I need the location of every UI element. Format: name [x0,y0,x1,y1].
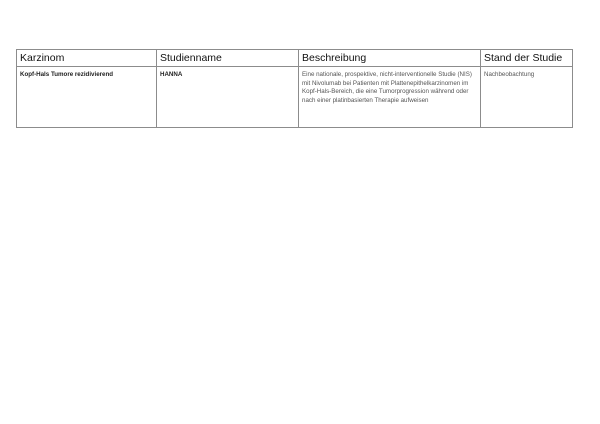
header-karzinom: Karzinom [17,50,157,67]
cell-beschreibung: Eine nationale, prospektive, nicht-interventionelle Studie (NIS) mit Nivolumab bei Patienten mit Plattenepithelkarzinomen im Kopf-Hals-Bereich, die eine Tumorprogression während oder nach einer platinbasierten Therapie aufweisen [299,67,481,128]
header-beschreibung: Beschreibung [299,50,481,67]
header-studienname: Studienname [157,50,299,67]
studies-table [16,49,573,128]
header-stand-der-studie: Stand der Studie [481,50,573,67]
cell-stand-der-studie: Nachbeobachtung [481,67,573,128]
cell-studienname: HANNA [157,67,299,128]
table-header-row [17,50,573,67]
cell-karzinom: Kopf-Hals Tumore rezidivierend [17,67,157,128]
table-row [17,67,573,128]
